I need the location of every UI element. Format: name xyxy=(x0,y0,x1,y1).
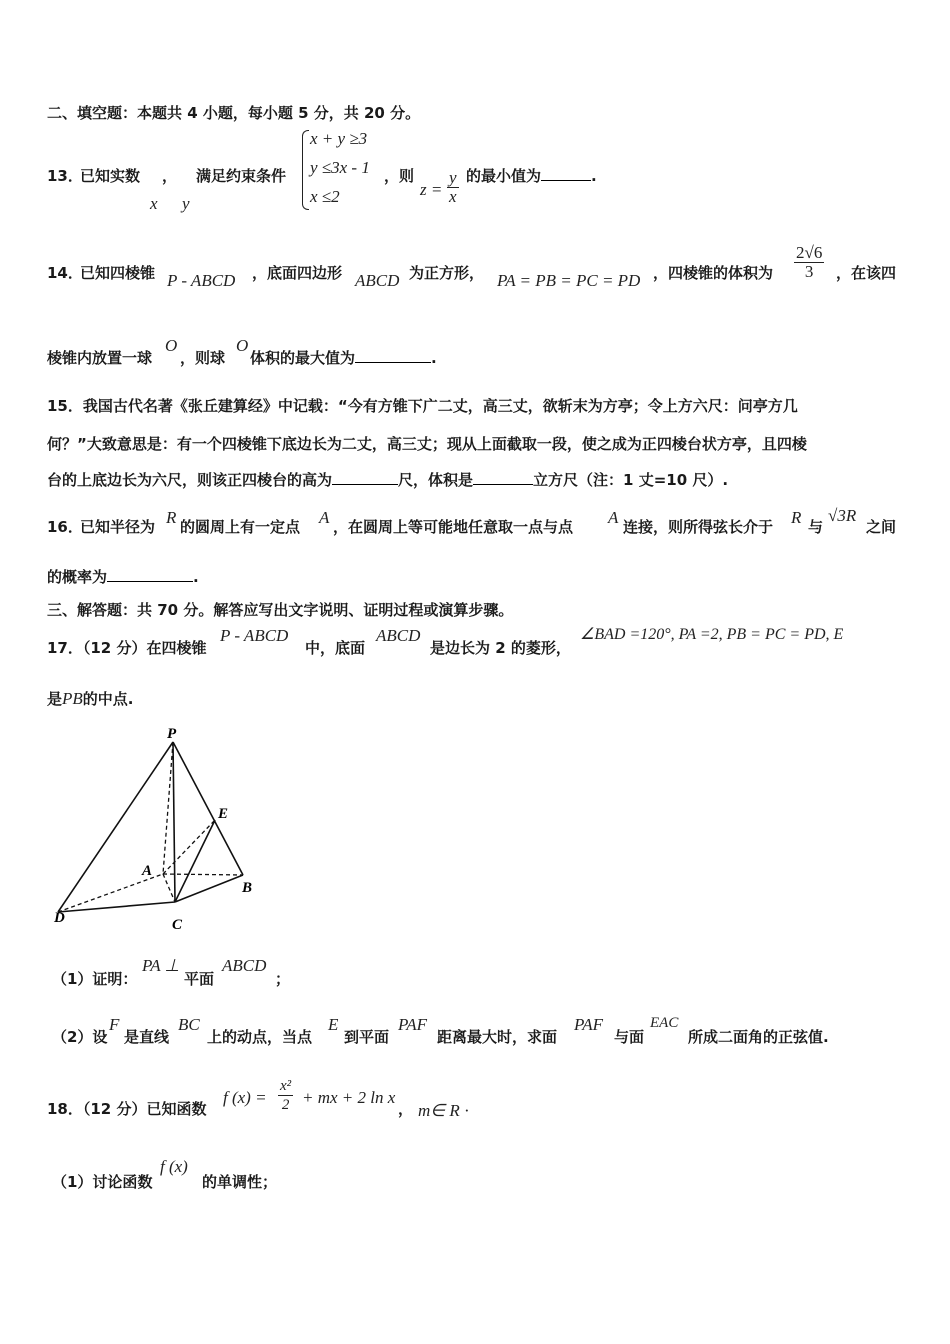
q17-pb: PB xyxy=(62,689,83,708)
q15-line2: 何？”大致意思是：有一个四棱锥下底边长为二丈，高三丈；现从上面截取一段，使之成为正四棱台状方亭，且四棱 xyxy=(47,435,807,453)
q13-tail-text: 的最小值为 xyxy=(466,167,542,185)
edge-da-hidden xyxy=(58,874,163,912)
q16-answer-blank[interactable] xyxy=(107,567,193,582)
q17-p1-plane: 平面 xyxy=(184,970,215,988)
q16-t2: 的圆周上有一定点 xyxy=(180,518,301,536)
q18-dot: · xyxy=(464,1101,470,1120)
q16-r2: R xyxy=(791,508,802,527)
edge-dc xyxy=(58,902,175,912)
constraint-brace xyxy=(302,130,309,210)
q17-p1-label: （1）证明： xyxy=(52,970,138,988)
q18-frac-num: x² xyxy=(280,1078,292,1094)
q13-constraint-3: x ≤2 xyxy=(310,187,340,206)
q17-p1-end: ； xyxy=(275,970,291,988)
q16-t6: 之间 xyxy=(866,518,897,536)
q16-number: 16． xyxy=(47,518,83,536)
q18-fraction xyxy=(278,1075,293,1114)
q18-p1-fx: f (x) xyxy=(160,1157,188,1176)
q14-t8-text: 体积的最大值为 xyxy=(250,349,356,367)
q15-line1: 15．我国古代名著《张丘建算经》中记载：“今有方锥下广二丈，高三丈，欲斩末为方亭；令上方六尺：问亭方几 xyxy=(47,397,798,415)
section2-heading: 二、填空题：本题共 4 小题，每小题 5 分，共 20 分。 xyxy=(47,104,421,122)
q17-p2-e: E xyxy=(328,1015,339,1034)
q15-line3-a: 台的上底边长为六尺，则该正四棱台的高为 xyxy=(47,471,333,489)
q17-condition: ∠BAD =120°, PA =2, PB = PC = PD, E xyxy=(580,626,844,643)
q15-volume-blank[interactable] xyxy=(473,470,533,485)
q16-t4: 连接，则所得弦长介于 xyxy=(623,518,774,536)
edge-pb xyxy=(173,742,243,875)
q17-p2-bc: BC xyxy=(178,1015,200,1034)
q13-text-b: 满足约束条件 xyxy=(196,167,287,185)
q16-sqrt3r: √3R xyxy=(828,506,857,525)
q15-height-blank[interactable] xyxy=(332,470,398,485)
q14-vol-num: 2√6 xyxy=(796,243,823,262)
edge-pd xyxy=(58,742,173,912)
q16-t7 xyxy=(47,567,199,587)
edge-cb xyxy=(175,875,243,902)
q14-t5: ，在该四 xyxy=(836,264,897,282)
q14-o2: O xyxy=(236,336,249,355)
q18-domain: m∈ R xyxy=(418,1101,460,1120)
q14-t7: ，则球 xyxy=(180,349,226,367)
q14-vol-den: 3 xyxy=(804,262,814,281)
q13-constraint-1: x + y ≥3 xyxy=(310,129,368,148)
q17-p2-b: 是直线 xyxy=(124,1028,170,1046)
edge-ce xyxy=(175,820,215,902)
section3-heading: 三、解答题：共 70 分。解答应写出文字说明、证明过程或演算步骤。 xyxy=(47,601,514,619)
q13-constraint-2: y ≤3x - 1 xyxy=(310,158,370,177)
q17-p2-paf: PAF xyxy=(398,1015,427,1034)
q15-line3-b: 尺，体积是 xyxy=(398,471,474,489)
q13-z-lhs: z = xyxy=(420,180,443,199)
q17-number: 17．（12 分）在四棱锥 xyxy=(47,639,207,657)
q17-p2-c: 上的动点，当点 xyxy=(207,1028,313,1046)
q14-t2: ，底面四边形 xyxy=(252,264,343,282)
q14-t8 xyxy=(250,348,437,368)
q14-end: . xyxy=(431,349,437,367)
q17-p2-f: F xyxy=(109,1015,120,1034)
label-e: E xyxy=(218,806,229,822)
q17-p2-d: 到平面 xyxy=(344,1028,390,1046)
q18-p1-b: 的单调性； xyxy=(202,1173,278,1191)
q14-t3: 为正方形， xyxy=(409,264,485,282)
q18-number: 18．（12 分）已知函数 xyxy=(47,1100,207,1118)
q13-frac-den: x xyxy=(449,187,457,206)
q17-abcd: ABCD xyxy=(376,626,421,645)
q17-p2-g: 所成二面角的正弦值. xyxy=(688,1028,829,1046)
edge-pc xyxy=(173,742,175,902)
q13-end: . xyxy=(591,167,597,185)
q13-var-y: y xyxy=(182,194,190,213)
label-d: D xyxy=(54,910,65,926)
q13-comma: ， xyxy=(162,167,178,185)
q14-volume-fraction xyxy=(794,243,824,281)
q17-p2-f2: 与面 xyxy=(614,1028,645,1046)
q17-p2-a: （2）设 xyxy=(52,1028,108,1046)
q17-p2-e2: 距离最大时，求面 xyxy=(437,1028,558,1046)
q16-t1: 已知半径为 xyxy=(80,518,156,536)
q13-var-x: x xyxy=(150,194,158,213)
edge-ac-hidden xyxy=(163,874,175,902)
q17-t2: 是边长为 2 的菱形， xyxy=(430,639,571,657)
q14-o1: O xyxy=(165,336,178,355)
q14-pabcd: P - ABCD xyxy=(167,271,236,290)
q18-p1-a: （1）讨论函数 xyxy=(52,1173,153,1191)
q16-end: . xyxy=(193,568,199,586)
q18-comma: ， xyxy=(398,1100,414,1118)
q17-p1-abcd: ABCD xyxy=(222,956,267,975)
q18-rest: + mx + 2 ln x xyxy=(302,1088,396,1107)
q13-frac-num: y xyxy=(449,168,457,187)
q18-frac-den: 2 xyxy=(281,1097,290,1113)
q16-t3: ，在圆周上等可能地任意取一点与点 xyxy=(333,518,574,536)
q14-number: 14． xyxy=(47,264,83,282)
q13-number: 13． xyxy=(47,167,83,185)
edge-pa-hidden xyxy=(163,742,173,874)
q16-a1: A xyxy=(319,508,330,527)
q14-t6: 棱锥内放置一球 xyxy=(47,349,153,367)
pyramid-figure xyxy=(40,722,270,937)
q17-t3-b: 的中点. xyxy=(82,690,134,708)
q13-then: ，则 xyxy=(384,167,415,185)
edge-ae-hidden xyxy=(163,820,215,874)
label-c: C xyxy=(172,917,183,933)
q14-t1: 已知四棱锥 xyxy=(80,264,156,282)
q16-a2: A xyxy=(608,508,619,527)
q13-tail xyxy=(466,166,597,186)
q17-t3 xyxy=(47,689,134,709)
q17-p2-paf2: PAF xyxy=(574,1015,603,1034)
q16-t7-text: 的概率为 xyxy=(47,568,108,586)
q14-t4: ，四棱锥的体积为 xyxy=(653,264,774,282)
q13-text-a: 已知实数 xyxy=(80,167,141,185)
q15-line3 xyxy=(47,470,728,490)
q17-t3-a: 是 xyxy=(47,690,63,708)
q14-answer-blank[interactable] xyxy=(355,348,431,363)
label-p: P xyxy=(167,726,177,742)
q15-line3-c: 立方尺（注：1 丈=10 尺）. xyxy=(533,471,729,489)
q14-equality: PA = PB = PC = PD xyxy=(497,271,641,290)
label-a: A xyxy=(142,863,153,879)
q17-t1: 中，底面 xyxy=(305,639,366,657)
q13-answer-blank[interactable] xyxy=(541,166,591,181)
q16-r: R xyxy=(166,508,177,527)
q14-abcd: ABCD xyxy=(355,271,400,290)
q16-t5: 与 xyxy=(808,518,824,536)
q17-p1-pa: PA ⊥ xyxy=(142,956,180,975)
q17-pabcd: P - ABCD xyxy=(220,626,289,645)
q17-p2-eac: EAC xyxy=(650,1015,679,1031)
q18-fx: f (x) = xyxy=(223,1088,267,1107)
label-b: B xyxy=(242,880,253,896)
q13-fraction xyxy=(447,168,459,206)
